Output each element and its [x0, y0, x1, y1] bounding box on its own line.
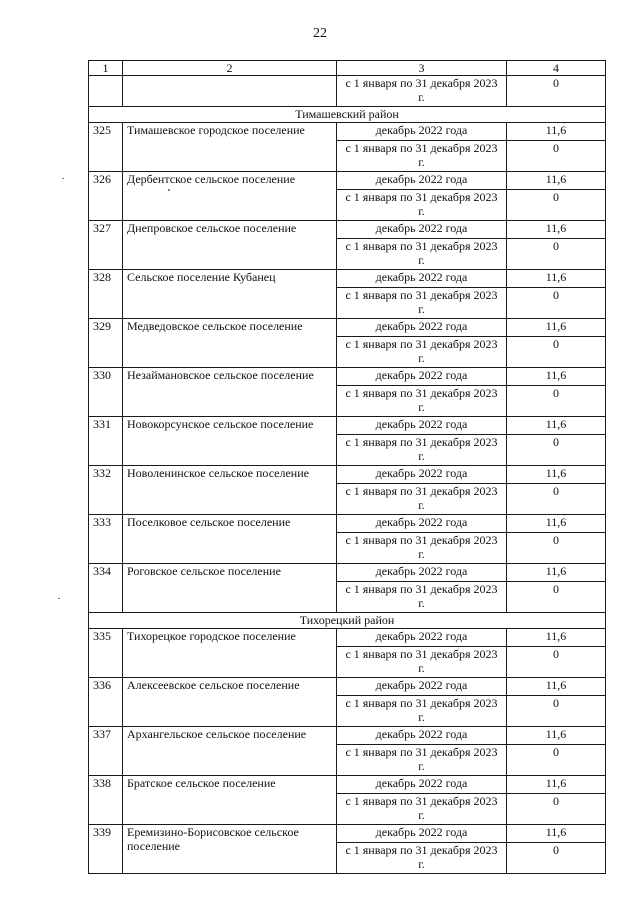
rate-year: 0 [507, 141, 606, 172]
rate-december: 11,6 [507, 825, 606, 843]
column-3-header: 3 [337, 61, 507, 76]
settlement-name: Дербентское сельское поселение [123, 172, 337, 221]
rate-december: 11,6 [507, 466, 606, 484]
column-2-header: 2 [123, 61, 337, 76]
settlement-name: Роговское сельское поселение [123, 564, 337, 613]
period-december: декабрь 2022 года [337, 221, 507, 239]
settlement-name: Поселковое сельское поселение [123, 515, 337, 564]
table-row [89, 221, 606, 239]
period-year: с 1 января по 31 декабря 2023 г. [337, 794, 507, 825]
rate-year: 0 [507, 239, 606, 270]
period-december: декабрь 2022 года [337, 564, 507, 582]
column-4-header: 4 [507, 61, 606, 76]
row-number: 332 [89, 466, 123, 515]
rate-year: 0 [507, 582, 606, 613]
continuation-name-cell [123, 76, 337, 107]
row-number: 330 [89, 368, 123, 417]
rate-december: 11,6 [507, 368, 606, 386]
period-year: с 1 января по 31 декабря 2023 г. [337, 696, 507, 727]
rate-december: 11,6 [507, 123, 606, 141]
table-row [89, 629, 606, 647]
rate-december: 11,6 [507, 515, 606, 533]
period-december: декабрь 2022 года [337, 629, 507, 647]
region-name: Тихорецкий район [89, 613, 606, 629]
rate-year: 0 [507, 843, 606, 874]
table-row [89, 123, 606, 141]
page-number: 22 [313, 26, 327, 41]
rate-december: 11,6 [507, 270, 606, 288]
period-year: с 1 января по 31 декабря 2023 г. [337, 745, 507, 776]
period-year: с 1 января по 31 декабря 2023 г. [337, 484, 507, 515]
rate-year: 0 [507, 288, 606, 319]
rate-year: 0 [507, 484, 606, 515]
rate-year: 0 [507, 745, 606, 776]
continuation-row [89, 76, 606, 107]
row-number: 328 [89, 270, 123, 319]
table-row [89, 417, 606, 435]
row-number: 325 [89, 123, 123, 172]
period-december: декабрь 2022 года [337, 776, 507, 794]
settlement-name: Новоленинское сельское поселение [123, 466, 337, 515]
rate-december: 11,6 [507, 678, 606, 696]
rate-year: 0 [507, 337, 606, 368]
settlement-name: Алексеевское сельское поселение [123, 678, 337, 727]
scan-speck [58, 598, 60, 599]
settlement-name: Тимашевское городское поселение [123, 123, 337, 172]
period-year: с 1 января по 31 декабря 2023 г. [337, 843, 507, 874]
rate-december: 11,6 [507, 319, 606, 337]
table-row [89, 564, 606, 582]
period-year: с 1 января по 31 декабря 2023 г. [337, 337, 507, 368]
continuation-number-cell [89, 76, 123, 107]
table-row [89, 776, 606, 794]
row-number: 327 [89, 221, 123, 270]
column-1-header: 1 [89, 61, 123, 76]
period-year: с 1 января по 31 декабря 2023 г. [337, 435, 507, 466]
settlement-name: Незаймановское сельское поселение [123, 368, 337, 417]
rate-year: 0 [507, 190, 606, 221]
region-row [89, 107, 606, 123]
period-december: декабрь 2022 года [337, 417, 507, 435]
table-row [89, 270, 606, 288]
period-year: с 1 января по 31 декабря 2023 г. [337, 190, 507, 221]
column-number-row [89, 61, 606, 76]
period-year: с 1 января по 31 декабря 2023 г. [337, 386, 507, 417]
continuation-rate: 0 [507, 76, 606, 107]
period-december: декабрь 2022 года [337, 319, 507, 337]
period-december: декабрь 2022 года [337, 270, 507, 288]
rate-year: 0 [507, 647, 606, 678]
row-number: 335 [89, 629, 123, 678]
region-row [89, 613, 606, 629]
settlement-name: Архангельское сельское поселение [123, 727, 337, 776]
period-year: с 1 января по 31 декабря 2023 г. [337, 288, 507, 319]
rate-december: 11,6 [507, 727, 606, 745]
period-december: декабрь 2022 года [337, 825, 507, 843]
rate-year: 0 [507, 435, 606, 466]
rate-december: 11,6 [507, 629, 606, 647]
rate-december: 11,6 [507, 417, 606, 435]
table-row [89, 515, 606, 533]
period-year: с 1 января по 31 декабря 2023 г. [337, 239, 507, 270]
row-number: 326 [89, 172, 123, 221]
period-december: декабрь 2022 года [337, 727, 507, 745]
rate-december: 11,6 [507, 564, 606, 582]
settlement-name: Сельское поселение Кубанец [123, 270, 337, 319]
table-row [89, 172, 606, 190]
row-number: 339 [89, 825, 123, 874]
table-row [89, 678, 606, 696]
municipalities-table [88, 60, 606, 874]
period-december: декабрь 2022 года [337, 123, 507, 141]
rate-year: 0 [507, 696, 606, 727]
continuation-period: с 1 января по 31 декабря 2023 г. [337, 76, 507, 107]
table-row [89, 825, 606, 843]
settlement-name: Еремизино-Борисовское сельское поселение [123, 825, 337, 874]
region-name: Тимашевский район [89, 107, 606, 123]
settlement-name: Медведовское сельское поселение [123, 319, 337, 368]
rate-december: 11,6 [507, 172, 606, 190]
settlement-name: Новокорсунское сельское поселение [123, 417, 337, 466]
period-december: декабрь 2022 года [337, 368, 507, 386]
scan-speck [168, 189, 170, 191]
period-year: с 1 января по 31 декабря 2023 г. [337, 582, 507, 613]
settlement-name: Днепровское сельское поселение [123, 221, 337, 270]
table-row [89, 466, 606, 484]
rate-december: 11,6 [507, 221, 606, 239]
settlement-name: Братское сельское поселение [123, 776, 337, 825]
period-year: с 1 января по 31 декабря 2023 г. [337, 647, 507, 678]
period-december: декабрь 2022 года [337, 466, 507, 484]
row-number: 338 [89, 776, 123, 825]
table-row [89, 368, 606, 386]
period-december: декабрь 2022 года [337, 678, 507, 696]
rate-year: 0 [507, 386, 606, 417]
table-row [89, 727, 606, 745]
period-year: с 1 января по 31 декабря 2023 г. [337, 141, 507, 172]
period-december: декабрь 2022 года [337, 172, 507, 190]
row-number: 336 [89, 678, 123, 727]
rate-year: 0 [507, 533, 606, 564]
settlement-name: Тихорецкое городское поселение [123, 629, 337, 678]
rate-year: 0 [507, 794, 606, 825]
scan-speck [62, 178, 64, 179]
row-number: 329 [89, 319, 123, 368]
period-december: декабрь 2022 года [337, 515, 507, 533]
row-number: 337 [89, 727, 123, 776]
row-number: 333 [89, 515, 123, 564]
period-year: с 1 января по 31 декабря 2023 г. [337, 533, 507, 564]
rate-december: 11,6 [507, 776, 606, 794]
row-number: 334 [89, 564, 123, 613]
table-row [89, 319, 606, 337]
row-number: 331 [89, 417, 123, 466]
